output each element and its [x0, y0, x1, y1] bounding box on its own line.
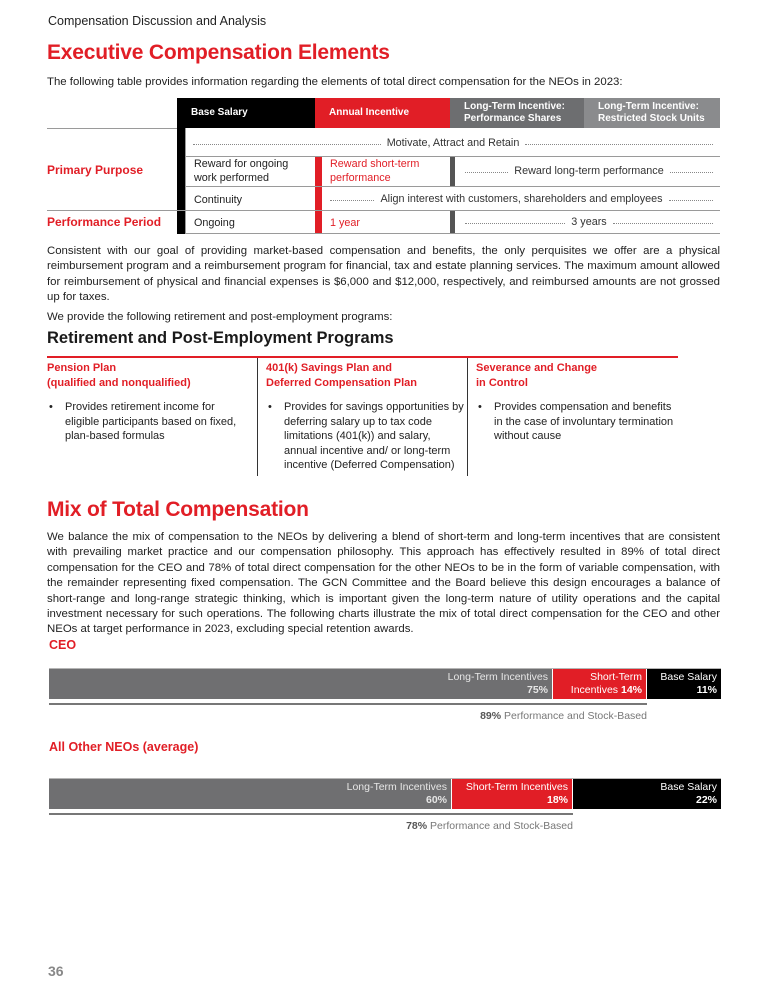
- dotted-leader: [670, 172, 713, 173]
- program-title: [266, 361, 466, 390]
- program-bullet-text: Provides for savings opportunities by deferring salary up to tax code limitations (401(k)) and salary, annual incentive and/ or long-term incentive (Deferred Compensation): [284, 401, 464, 471]
- program-title-line: Pension Plan: [47, 362, 117, 374]
- row-label-performance-period: Performance Period: [47, 215, 162, 229]
- dotted-leader: [613, 223, 713, 224]
- motivate-row: [193, 134, 713, 152]
- segment-value-line: [647, 684, 717, 697]
- column-divider: [467, 358, 468, 476]
- annual-incentive-column-bar: [315, 157, 322, 234]
- segment-label: Long-Term Incentives: [447, 671, 548, 683]
- short-term-incentives-segment: [553, 669, 646, 699]
- row-divider: [47, 210, 720, 211]
- row-divider: [185, 128, 186, 234]
- neo-chart-title: All Other NEOs (average): [49, 740, 199, 754]
- segment-label: Long-Term Incentives: [346, 781, 447, 793]
- elements-intro: The following table provides information regarding the elements of total direct compensation for the NEOs in 2023:: [47, 76, 623, 88]
- programs-rule: [47, 356, 678, 358]
- dotted-leader: [465, 172, 508, 173]
- segment-value-line: [452, 794, 568, 807]
- lti-column-bar: [450, 211, 455, 234]
- segment-value-line: Incentives 14%: [570, 684, 642, 696]
- segment-label: Short-Term Incentives: [465, 781, 568, 793]
- align-row: [330, 191, 713, 207]
- program-title-line: in Control: [476, 376, 528, 389]
- page-number: 36: [48, 963, 64, 979]
- program-title: [476, 361, 676, 390]
- perquisites-paragraph: Consistent with our goal of providing market-based compensation and benefits, the only perquisites we offer are a physical reimbursement program and a reimbursement program for financial, tax and estate planning services. The maximum amount allowed for reimbursement of physical and financial expenses is $6,000 and $12,000, respectively, and reimbursed amounts are not grossed up for taxes.: [47, 245, 720, 304]
- column-header-text: Long-Term Incentive: Restricted Stock Units: [598, 101, 705, 124]
- neo-stacked-bar: [49, 779, 721, 832]
- mix-title: Mix of Total Compensation: [47, 498, 309, 521]
- column-divider: [257, 358, 258, 476]
- performance-bracket-line: [49, 813, 573, 815]
- column-header-annual-incentive: Annual Incentive: [315, 98, 450, 128]
- mix-paragraph: We balance the mix of compensation to the NEOs by delivering a blend of short-term and long-term incentives that are consistent with prevailing market practice and our compensation philosophy. This approach has effectively resulted in 89% of total direct compensation for the CEO and 78% of total direct compensation for the other NEOs to be in the form of variable compensation, with the remainder representing fixed compensation. The GCN Committee and the Board believe this design encourages a balance of short-range and long-range strategic thinking, which is important given the long-term nature of utility operations and the capital investment necessary for such operations. The following charts illustrate the mix of total direct compensation for the CEO and other NEOs at target performance in 2023, excluding special retention awards.: [47, 531, 720, 636]
- segment-label: Base Salary: [660, 781, 717, 793]
- program-bullet-text: Provides compensation and benefits in the case of involuntary termination without cause: [494, 401, 674, 442]
- annual-incentive-purpose: Reward short-term performance: [330, 158, 420, 184]
- dotted-leader: [669, 200, 713, 201]
- segment-value-line: [573, 794, 717, 807]
- base-salary-segment: [647, 669, 721, 699]
- program-title-line: 401(k) Savings Plan and: [266, 362, 392, 374]
- base-salary-column-bar: [177, 128, 185, 234]
- bullet-icon: •: [49, 401, 53, 413]
- program-bullet-text: Provides retirement income for eligible participants based on fixed, plan-based formulas: [65, 401, 237, 442]
- segment-label: Base Salary: [660, 671, 717, 683]
- programs-intro: We provide the following retirement and post-employment programs:: [47, 311, 393, 323]
- performance-bracket-label: 89% Performance and Stock-Based: [480, 710, 647, 722]
- base-salary-purpose: Reward for ongoing work performed: [194, 158, 289, 184]
- bullet-icon: •: [268, 401, 272, 413]
- base-salary-continuity: Continuity: [194, 194, 243, 206]
- elements-title: Executive Compensation Elements: [47, 41, 390, 64]
- program-401k: [266, 361, 466, 473]
- program-severance: [476, 361, 676, 444]
- column-header-performance-shares: [450, 98, 584, 128]
- program-title-line: Deferred Compensation Plan: [266, 376, 417, 389]
- dotted-leader: [525, 144, 713, 145]
- segment-value: 11%: [696, 684, 717, 696]
- program-pension: [47, 361, 247, 444]
- performance-bracket-line: [49, 703, 647, 705]
- program-title-line: (qualified and nonqualified): [47, 376, 191, 389]
- base-salary-segment: [573, 779, 721, 809]
- lti-period-row: [465, 214, 713, 230]
- bar-top-rule: [49, 668, 721, 669]
- program-title-line: Severance and Change: [476, 362, 598, 374]
- segment-value: 14%: [620, 684, 642, 696]
- program-bullet: [476, 400, 674, 444]
- compensation-elements-table: [47, 98, 720, 234]
- base-salary-period: Ongoing: [194, 217, 235, 229]
- segment-value-line: [49, 794, 447, 807]
- annual-incentive-period: 1 year: [330, 217, 361, 229]
- dotted-leader: [330, 200, 374, 201]
- long-term-incentives-segment: [49, 779, 451, 809]
- short-term-incentives-segment: [452, 779, 572, 809]
- row-divider: [185, 233, 720, 234]
- performance-bracket-label: 78% Performance and Stock-Based: [406, 820, 573, 832]
- segment-value: 18%: [546, 794, 568, 806]
- column-header-rsu: [584, 98, 720, 128]
- performance-bracket-value: 78%: [406, 820, 428, 832]
- motivate-text: Motivate, Attract and Retain: [386, 137, 520, 149]
- segment-value: 22%: [695, 794, 717, 806]
- program-title: [47, 361, 247, 390]
- program-bullet: [266, 400, 464, 473]
- segment-value: 75%: [526, 684, 548, 696]
- lti-period-text: 3 years: [571, 216, 607, 228]
- bar-top-rule: [49, 778, 721, 779]
- lti-purpose-text: Reward long-term performance: [514, 165, 664, 177]
- segment-label: Short-Term: [590, 671, 642, 683]
- section-header: Compensation Discussion and Analysis: [48, 14, 267, 28]
- dotted-leader: [193, 144, 381, 145]
- program-bullet: [47, 400, 247, 444]
- column-header-base-salary: Base Salary: [177, 98, 315, 128]
- row-divider: [185, 186, 720, 187]
- long-term-incentives-segment: [49, 669, 552, 699]
- dotted-leader: [465, 223, 565, 224]
- row-divider: [47, 128, 177, 129]
- align-text: Align interest with customers, shareholders and employees: [380, 193, 663, 205]
- programs-title: Retirement and Post-Employment Programs: [47, 329, 394, 347]
- segment-value: 60%: [425, 794, 447, 806]
- ceo-stacked-bar: [49, 669, 721, 722]
- row-label-primary-purpose: Primary Purpose: [47, 163, 144, 177]
- lti-purpose-row: [465, 163, 713, 179]
- ceo-chart-title: CEO: [49, 638, 77, 652]
- bullet-icon: •: [478, 401, 482, 413]
- lti-column-bar: [450, 157, 455, 186]
- performance-bracket-value: 89%: [480, 710, 502, 722]
- segment-value-line: [49, 684, 548, 697]
- column-header-text: Long-Term Incentive: Performance Shares: [464, 101, 565, 124]
